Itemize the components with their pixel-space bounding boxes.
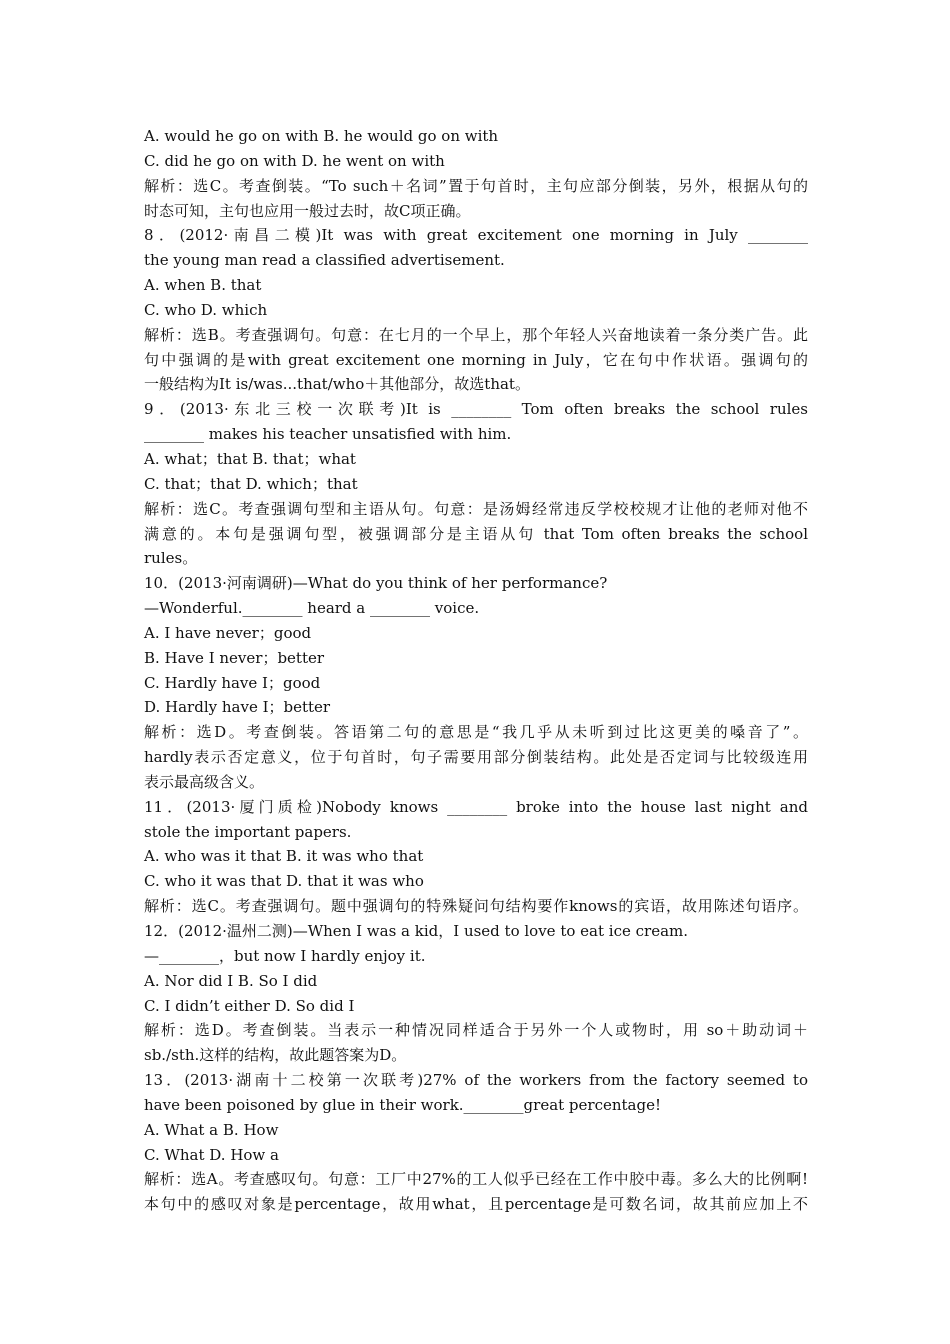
text-line: sb./sth.这样的结构，故此题答案为D。	[144, 1046, 407, 1065]
text-line: 本句中的感叹对象是percentage，故用what，且percentage是可数名词，故其前应加上不	[144, 1195, 808, 1214]
text-line: A. I have never；good	[144, 623, 312, 642]
text-line: 表示最高级含义。	[144, 772, 265, 791]
text-line: stole the important papers.	[144, 822, 352, 841]
text-line: A. Nor did I B. So I did	[144, 971, 318, 990]
text-line: —________，but now I hardly enjoy it.	[144, 946, 426, 965]
text-line: 13．(2013·湖南十二校第一次联考)27% of the workers from the factory seemed to	[144, 1071, 808, 1090]
text-line: C. did he go on with D. he went on with	[144, 151, 445, 170]
text-line: the young man read a classified advertisement.	[144, 251, 505, 270]
text-line: 9．(2013·东北三校一次联考)It is ________ Tom often breaks the school rules	[144, 400, 808, 419]
text-line: 满意的。本句是强调句型，被强调部分是主语从句 that Tom often breaks the school	[144, 524, 808, 543]
text-line: C. Hardly have I；good	[144, 673, 321, 692]
text-line: 解析：选C。考查倒装。“To such＋名词”置于句首时，主句应部分倒装，另外，根据从句的	[144, 176, 808, 195]
text-line: A. would he go on with B. he would go on with	[144, 127, 499, 145]
text-line: 8．(2012·南昌二模)It was with great excitement one morning in July ________	[144, 226, 808, 245]
text-line: 解析：选D。考查倒装。当表示一种情况同样适合于另外一个人或物时，用 so＋助动词＋	[144, 1021, 808, 1040]
text-line: C. I didn’t either D. So did I	[144, 996, 355, 1015]
text-line: D. Hardly have I；better	[144, 698, 331, 717]
text-line: 解析：选B。考查强调句。句意：在七月的一个早上，那个年轻人兴奋地读着一条分类广告。此	[144, 325, 808, 344]
text-line: A. when B. that	[144, 276, 262, 295]
text-line: A. who was it that B. it was who that	[144, 847, 424, 866]
text-line: 12．(2012·温州二测)—When I was a kid，I used to love to eat ice cream.	[144, 922, 688, 940]
text-line: C. that；that D. which；that	[144, 474, 358, 493]
text-line: hardly表示否定意义，位于句首时，句子需要用部分倒装结构。此处是否定词与比较级连用	[144, 748, 808, 767]
text-line: A. What a B. How	[144, 1120, 279, 1139]
text-line: 11．(2013·厦门质检)Nobody knows ________ broke into the house last night and	[144, 797, 808, 816]
text-line: 解析：选A。考查感叹句。句意：工厂中27%的工人似乎已经在工作中胶中毒。多么大的比例啊!	[144, 1170, 808, 1189]
text-line: C. who D. which	[144, 300, 268, 319]
text-line: 解析：选C。考查强调句型和主语从句。句意：是汤姆经常违反学校校规才让他的老师对他不	[144, 499, 808, 518]
text-line: C. who it was that D. that it was who	[144, 872, 424, 891]
text-line: 句中强调的是with great excitement one morning in July，它在句中作状语。强调句的	[144, 350, 808, 369]
text-line: —Wonderful.________ heard a ________ voice.	[144, 599, 480, 618]
text-line: B. Have I never；better	[144, 648, 325, 667]
text-line: 10．(2013·河南调研)—What do you think of her performance?	[144, 574, 608, 593]
text-line: ________ makes his teacher unsatisfied with him.	[144, 425, 512, 444]
text-line: 一般结构为It is/was...that/who＋其他部分，故选that。	[144, 375, 530, 394]
text-line: A. what；that B. that；what	[144, 449, 356, 468]
text-line: 解析：选C。考查强调句。题中强调句的特殊疑问句结构要作knows的宾语，故用陈述句语序。	[144, 897, 808, 916]
text-line: C. What D. How a	[144, 1145, 279, 1164]
text-line: 解析：选D。考查倒装。答语第二句的意思是“我几乎从未听到过比这更美的嗓音了”。	[144, 723, 808, 742]
document-page	[144, 124, 808, 1217]
text-line: have been poisoned by glue in their work.________great percentage!	[144, 1095, 662, 1114]
text-line: rules。	[144, 549, 198, 568]
text-line: 时态可知，主句也应用一般过去时，故C项正确。	[144, 201, 471, 220]
